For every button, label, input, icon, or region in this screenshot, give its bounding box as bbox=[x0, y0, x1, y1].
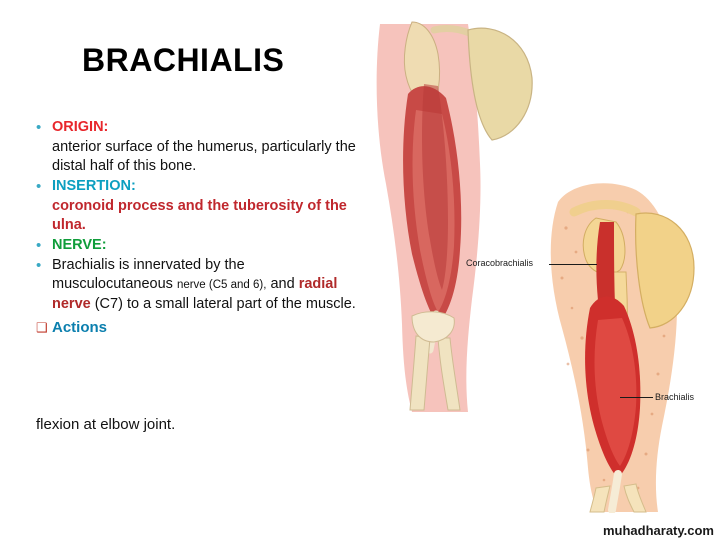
brachialis-leader-line bbox=[620, 397, 653, 398]
list-item-origin bbox=[36, 118, 366, 137]
square-bullet-icon: ❑ bbox=[36, 320, 48, 335]
nerve-label: NERVE: bbox=[52, 237, 107, 253]
list-item-nerve-sentence bbox=[36, 256, 366, 314]
insertion-label: INSERTION: bbox=[52, 178, 136, 194]
radial-nerve-emphasis: radial nerve bbox=[52, 276, 338, 312]
bullet-marker: • bbox=[36, 237, 42, 254]
nerve-sentence-part2: nerve (C5 and 6), bbox=[176, 279, 267, 291]
coracobrachialis-label: Coracobrachialis bbox=[466, 258, 534, 268]
coracobrachialis-leader-line bbox=[549, 264, 597, 265]
origin-detail-row bbox=[36, 138, 366, 176]
list-item-insertion bbox=[36, 177, 366, 196]
bullet-marker: • bbox=[36, 178, 42, 195]
bullet-marker: • bbox=[36, 119, 42, 136]
bullet-marker: • bbox=[36, 257, 42, 274]
anterior-arm-muscles-illustration bbox=[372, 14, 542, 414]
insertion-detail-row bbox=[36, 197, 366, 235]
origin-detail: anterior surface of the humerus, particularly the distal half of this bone. bbox=[52, 139, 356, 174]
origin-label: ORIGIN: bbox=[52, 119, 109, 135]
nerve-sentence-part5: (C7) to a small lateral part of the muscle. bbox=[90, 296, 356, 312]
footer-watermark: muhadharaty.com bbox=[602, 523, 714, 538]
brachialis-label: Brachialis bbox=[655, 392, 695, 402]
list-item-actions bbox=[36, 318, 366, 338]
bullet-list bbox=[36, 118, 366, 339]
page-title: BRACHIALIS bbox=[82, 42, 285, 78]
actions-text: flexion at elbow joint. bbox=[36, 416, 176, 433]
coracobrachialis-brachialis-illustration bbox=[540, 168, 725, 513]
nerve-sentence-part1: Brachialis is innervated by the musculocutaneous bbox=[52, 257, 245, 292]
list-item-nerve bbox=[36, 236, 366, 255]
insertion-detail: coronoid process and the tuberosity of the ulna. bbox=[52, 198, 347, 233]
nerve-sentence-part3: and bbox=[270, 276, 299, 292]
actions-label: Actions bbox=[52, 319, 108, 336]
